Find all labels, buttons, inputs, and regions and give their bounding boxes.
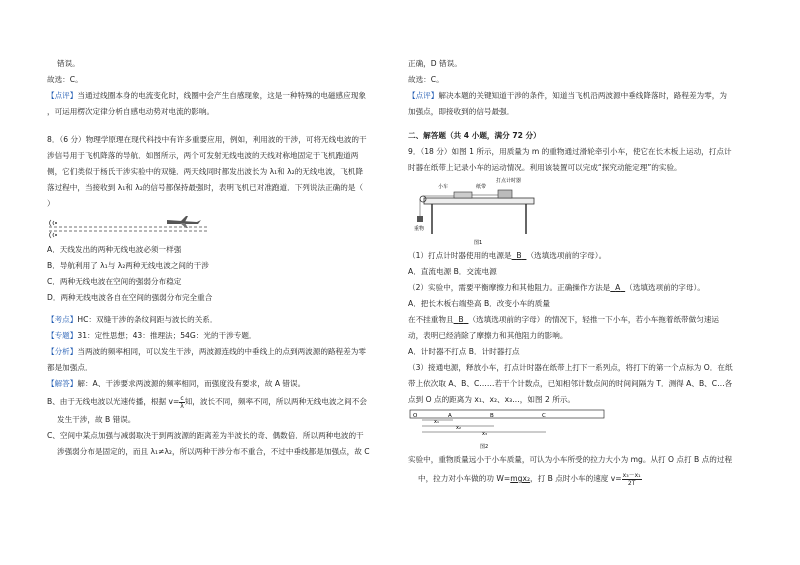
part-1 — [408, 248, 758, 264]
text-span: B、由于无线电波以光速传播，根据 v= — [47, 397, 180, 406]
tape-strip — [410, 410, 604, 418]
text-span: 知，波长不同，频率不同，所以两种无线电波之间不会 — [184, 397, 367, 406]
solution-line: 涉强弱分布是固定的，而且 λ₁≠λ₂，所以两种干涉分布不重合，不过中垂线都是加强点，故 C — [57, 447, 370, 456]
option-d: D．两种无线电波各自在空间的强弱分布完全重合 — [47, 293, 213, 302]
part-3-line: 点到 O 点的距离为 x₁、x₂、x₃…，如图 2 所示。 — [408, 395, 575, 404]
comment-tag: 【点评】 — [408, 91, 439, 100]
text-line: 错误。 — [57, 59, 80, 68]
answer-blank — [454, 315, 469, 324]
part-1-options: A．直流电源 B．交流电源 — [408, 267, 497, 276]
solution-line: C、空间中某点加强与减弱取决于到两波源的距离差为半波长的奇、偶数倍．所以两种电波的干 — [47, 431, 364, 440]
topic-text: 31：定性思想；43：推理法；54G：光的干涉专题． — [77, 331, 257, 340]
runway-figure — [47, 212, 247, 242]
figure-1-apparatus — [414, 176, 554, 248]
cart — [454, 192, 472, 198]
question-8-line: 侧，它们类似于杨氏干涉实验中的双缝．两天线同时都发出波长为 λ₁和 λ₂的无线电波，飞机降 — [47, 167, 364, 176]
comment-text: 当通过线圈本身的电流变化时，线圈中会产生自感现象，这是一种特殊的电磁感应现象 — [77, 91, 366, 100]
answer-line — [418, 468, 758, 490]
solution — [47, 376, 387, 392]
analysis — [47, 344, 387, 360]
part-2 — [408, 280, 758, 296]
fraction-numerator: x₃－x₁ — [622, 471, 641, 479]
label-cart: 小车 — [438, 184, 449, 190]
label-x3: x₃ — [482, 431, 487, 437]
point-b: B — [490, 413, 494, 419]
fraction-denominator: 2T — [627, 479, 636, 487]
topic — [47, 328, 387, 344]
figure-2-tape — [408, 408, 608, 452]
text-span: 中，拉力对小车做的功 W= — [418, 474, 511, 483]
text-span: （1）打点计时器使用的电源是 — [408, 251, 512, 260]
formula-fraction — [622, 472, 642, 487]
part-2-options: A．把长木板右端垫高 B．改变小车的质量 — [408, 299, 550, 308]
label-timer: 打点计时器 — [496, 178, 522, 184]
option-c: C．两种无线电波在空间的强弱分布稳定 — [47, 277, 182, 286]
comment-line — [47, 88, 387, 104]
answer: A — [615, 283, 621, 292]
question-9-line: 时器在纸带上记录小车的运动情况。利用该装置可以完成“探究动能定理”的实验。 — [408, 163, 682, 172]
part-2b-options: A．计时器不打点 B．计时器打点 — [408, 347, 520, 356]
fraction-numerator: c — [180, 394, 184, 402]
text-line: 故选：C。 — [408, 75, 444, 84]
comment-tag: 【点评】 — [47, 91, 78, 100]
figure-caption: 图2 — [480, 444, 489, 450]
analysis-line: 都是加强点． — [47, 363, 93, 372]
point-a: A — [448, 413, 452, 419]
board — [424, 198, 534, 204]
antenna-icon — [50, 220, 58, 226]
knowledge-tag: 【考点】 — [47, 315, 78, 324]
text-line: 实验中，重物质量远小于小车质量，可认为小车所受的拉力大小为 mg。从打 O 点打 B 点的过程 — [408, 455, 733, 464]
text-line: 正确，D 错误。 — [408, 59, 462, 68]
option-a: A．天线发出的两种无线电波必须一样强 — [47, 245, 182, 254]
part-2b — [408, 312, 758, 328]
knowledge-text: HC：双缝干涉的条纹间距与波长的关系． — [77, 315, 218, 324]
answer: B — [516, 251, 522, 260]
part-3-line: （3）接通电源，释放小车，打点计时器在纸带上打下一系列点，将打下的第一个点标为 O．在纸 — [408, 363, 733, 372]
airplane-icon — [167, 216, 201, 228]
option-b: B．导航利用了 λ₁与 λ₂两种无线电波之间的干涉 — [47, 261, 209, 270]
fraction-denominator: λ — [180, 402, 184, 410]
answer-blank — [512, 251, 527, 260]
text-span: ，打 B 点时小车的速度 v= — [530, 474, 622, 483]
comment-line — [408, 88, 758, 104]
text-line: 故选：C。 — [47, 75, 83, 84]
label-x1: x₁ — [434, 419, 439, 425]
text-span: 在不挂重物且 — [408, 315, 454, 324]
knowledge-point — [47, 312, 387, 328]
right-column — [408, 56, 758, 490]
text-span: （选填选项前的字母）的情况下，轻推一下小车，若小车拖着纸带做匀速运 — [468, 315, 720, 324]
weight — [417, 216, 423, 222]
question-8-line: 落过程中，当接收到 λ₁和 λ₂的信号都保持最强时，表明飞机已对准跑道．下列说法正确的是（ — [47, 183, 364, 192]
point-o: O — [413, 413, 418, 419]
label-weight: 重物 — [414, 226, 425, 232]
text-span: （选填选项前的字母）。 — [526, 251, 607, 260]
answer-blank — [610, 283, 625, 292]
section-heading: 二、解答题（共 4 小题，满分 72 分） — [408, 131, 541, 140]
question-8-line: ） — [47, 199, 55, 208]
solution-line — [47, 392, 387, 412]
point-c: C — [542, 413, 546, 419]
antenna-icon — [50, 232, 58, 238]
left-column — [47, 56, 387, 460]
label-tape: 纸带 — [476, 184, 487, 190]
solution-text: 解：A、干涉要求两波源的频率相同，而强度没有要求，故 A 错误。 — [77, 379, 306, 388]
analysis-text: 当两波的频率相同，可以发生干涉，两波源连线的中垂线上的点到两波源的路程差为零 — [77, 347, 366, 356]
comment-text: 解决本题的关键知道干涉的条件，知道当飞机沿两波源中垂线降落时，路程差为零，为 — [438, 91, 727, 100]
solution-line: 发生干涉，故 B 错误。 — [57, 415, 136, 424]
question-8-line: 8．（6 分）物理学原理在现代科技中有许多重要应用，例如，利用波的干涉，可将无线电波的干 — [47, 135, 367, 144]
question-9-line: 9．（18 分）如图 1 所示，用质量为 m 的重物通过滑轮牵引小车，使它在长木板上运动，打点计 — [408, 147, 732, 156]
part-3-line: 带上依次取 A、B、C……若干个计数点，已知相邻计数点间的时间间隔为 T．测得 A、B、C…各 — [408, 379, 733, 388]
solution-tag: 【解答】 — [47, 379, 78, 388]
answer: B — [458, 315, 464, 324]
text-span: （2）实验中，需要平衡摩擦力和其他阻力。正确操作方法是 — [408, 283, 611, 292]
figure-caption: 图1 — [474, 240, 483, 246]
topic-tag: 【专题】 — [47, 331, 78, 340]
comment-line: ，可运用楞次定律分析自感电动势对电流的影响。 — [47, 107, 215, 116]
timer — [498, 190, 512, 198]
answer: mgx₂ — [510, 474, 530, 483]
analysis-tag: 【分析】 — [47, 347, 78, 356]
text-line: 动，表明已经消除了摩擦力和其他阻力的影响。 — [408, 331, 568, 340]
question-8-line: 涉信号用于飞机降落的导航．如图所示，两个可发射无线电波的天线对称地固定于飞机跑道两 — [47, 151, 359, 160]
text-span: （选填选项前的字母）。 — [625, 283, 705, 292]
comment-line: 加强点，即接收到的信号最强． — [408, 107, 515, 116]
label-x2: x₂ — [456, 425, 461, 431]
